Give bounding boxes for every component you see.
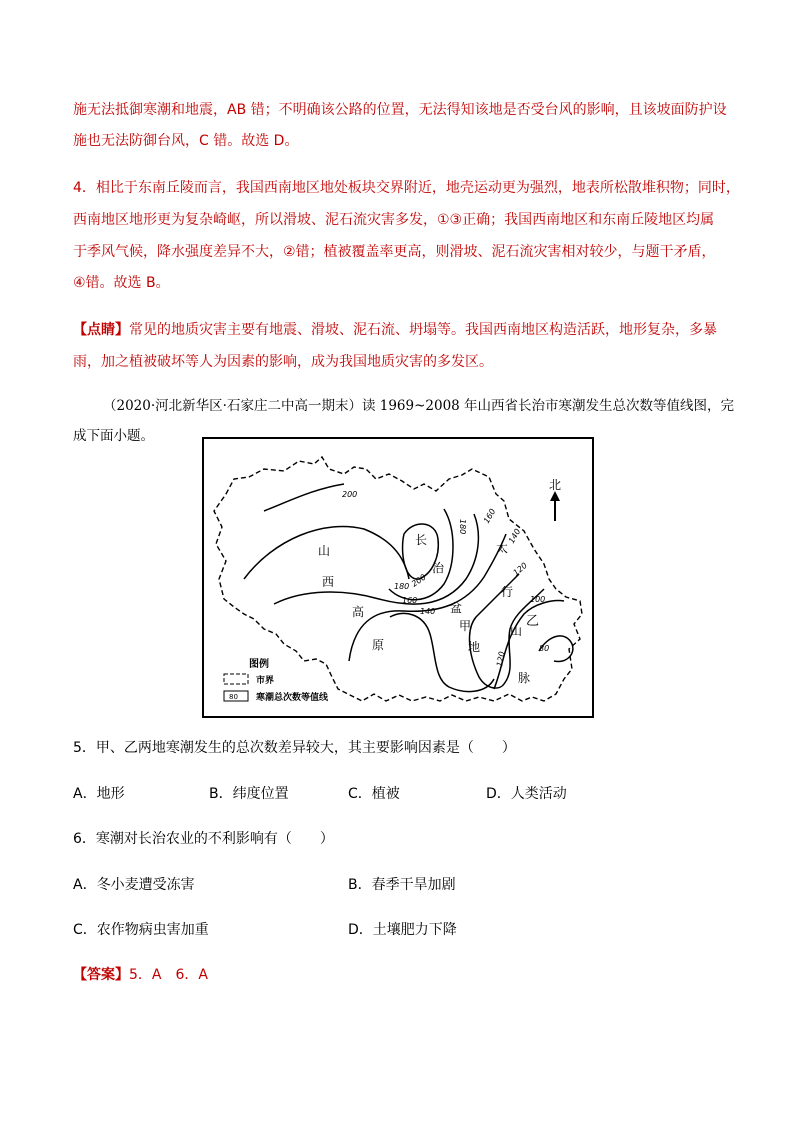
city-boundary [214,457,582,701]
map-label: 乙 [526,614,540,629]
north-arrow-head [550,491,560,501]
isoline-value: 100 [530,595,546,604]
question-5: 5．甲、乙两地寒潮发生的总次数差异较大，其主要影响因素是（ ） [73,740,516,756]
legend-title: 图例 [249,659,269,670]
q4-explanation-line: 西南地区地形更为复杂崎岖，所以滑坡、泥石流灾害多发，①③正确；我国西南地区和东南丘陵地区均属 [73,212,715,228]
map-label: 山 [318,544,331,558]
isoline-value: 140 [506,527,523,545]
map-label: 原 [372,638,385,652]
tip-line [73,320,717,340]
isoline-value: 160 [402,596,418,605]
legend-iso-label: 寒潮总次数等值线 [256,693,329,703]
isoline-value: 120 [495,650,507,668]
explanation-line: 施无法抵御寒潮和地震，AB 错；不明确该公路的位置，无法得知该地是否受台风的影响，且该坡面防护设 [73,102,727,118]
isoline-map [202,437,594,718]
legend-city-label: 市界 [256,676,275,686]
map-label: 山 [510,624,523,638]
isoline-value: 180 [458,519,467,535]
map-label: 脉 [518,671,531,685]
q4-explanation-line: ④错。故选 B。 [73,275,170,291]
isoline-value: 80 [539,644,550,653]
explanation-line: 施也无法防御台风，C 错。故选 D。 [73,133,299,149]
map-label: 长 [415,533,428,547]
q5-option-d[interactable]: D．人类活动 [486,786,567,802]
q5-option-a[interactable]: A．地形 [73,786,125,802]
legend-city-symbol [224,674,248,684]
answer-line [73,965,208,985]
q6-option-a[interactable]: A．冬小麦遭受冻害 [73,877,195,893]
q6-option-b[interactable]: B．春季干旱加剧 [348,877,456,893]
q6-option-d[interactable]: D．土壤肥力下降 [348,922,457,938]
source-line: （2020·河北新华区·石家庄二中高一期末）读 1969~2008 年山西省长治市寒潮发生总次数等值线图，完 [103,398,735,414]
question-6: 6．寒潮对长治农业的不利影响有（ ） [73,831,334,847]
source-line: 成下面小题。 [73,428,154,444]
map-label: 太 [496,541,509,555]
answer-label: 【答案】 [73,967,129,983]
map-label: 行 [501,585,514,599]
isoline-value: 200 [342,490,358,499]
q5-option-c[interactable]: C．植被 [348,786,400,802]
q4-explanation-line: 于季风气候，降水强度差异不大，②错；植被覆盖率更高，则滑坡、泥石流灾害相对较少，与题干矛盾， [73,244,716,260]
q6-option-c[interactable]: C．农作物病虫害加重 [73,922,209,938]
legend-iso-value: 80 [229,693,238,701]
map-label: 高 [352,605,365,619]
q4-explanation-line: 4．相比于东南丘陵而言，我国西南地区地处板块交界附近，地壳运动更为强烈，地表所松散堆积物；同时， [73,180,740,196]
north-label: 北 [549,478,562,492]
tip-line: 雨，加之植被破坏等人为因素的影响，成为我国地质灾害的多发区。 [73,354,493,370]
tip-text: 常见的地质灾害主要有地震、滑坡、泥石流、坍塌等。我国西南地区构造活跃，地形复杂，多暴 [129,322,717,338]
isoline-value: 160 [481,507,498,525]
map-label: 西 [322,575,335,589]
answer-text: 5．A 6．A [129,967,208,983]
isoline-value: 200 [409,572,428,589]
isoline-value: 140 [420,607,436,616]
tip-label: 【点睛】 [73,322,129,338]
isoline-value: 120 [511,560,529,578]
isoline-map-svg [204,439,592,716]
isoline-160 [274,514,478,604]
map-label: 甲 [459,619,472,633]
map-label: 地 [468,640,481,654]
q5-option-b[interactable]: B．纬度位置 [209,786,289,802]
map-label: 治 [432,561,445,575]
map-label: 盆 [450,601,463,615]
isoline-value: 180 [394,582,410,591]
isoline-200 [264,484,344,511]
